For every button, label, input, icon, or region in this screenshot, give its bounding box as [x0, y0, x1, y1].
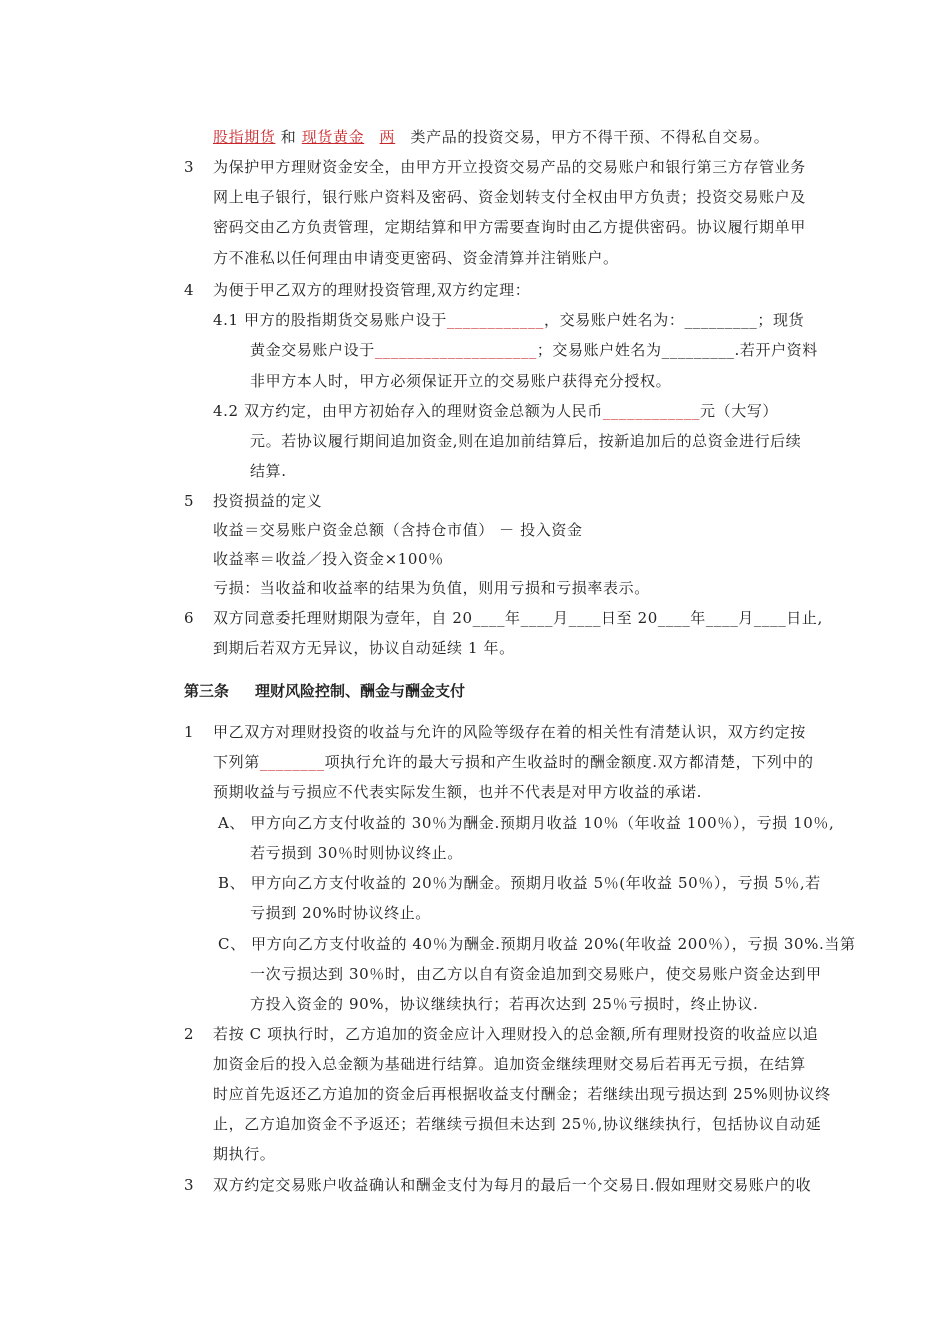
item-number: 6 — [184, 609, 194, 627]
text-line: 投资损益的定义 — [213, 492, 323, 510]
text-line: 止，乙方追加资金不予返还；若继续亏损但未达到 25％,协议继续执行，包括协议自动延 — [213, 1115, 822, 1133]
article-title: 理财风险控制、酬金与酬金支付 — [255, 682, 466, 700]
text-line: 收益率＝收益／投入资金×100％ — [213, 550, 444, 568]
text-fragment: 类产品的投资交易，甲方不得干预、不得私自交易。 — [410, 128, 770, 146]
text-line: 收益＝交易账户资金总额（含持仓市值） － 投入资金 — [213, 521, 583, 539]
text-line: 亏损：当收益和收益率的结果为负值，则用亏损和亏损率表示。 — [213, 579, 650, 597]
text-line: 甲乙双方对理财投资的收益与允许的风险等级存在着的相关性有清楚认识，双方约定按 — [213, 723, 806, 741]
text-line: B、 甲方向乙方支付收益的 20％为酬金。预期月收益 5％(年收益 50％），亏损 5％,若 — [218, 874, 821, 892]
item-number: 5 — [184, 492, 194, 510]
item-number: 1 — [184, 723, 194, 741]
text-line: 加资金后的投入总金额为基础进行结算。追加资金继续理财交易后若再无亏损，在结算 — [213, 1055, 806, 1073]
text-line: A、 甲方向乙方支付收益的 30％为酬金.预期月收益 10％（年收益 100％），亏损 10％, — [218, 814, 835, 832]
text-line — [213, 127, 769, 147]
item-number: 4 — [184, 281, 194, 299]
article-heading — [184, 681, 465, 701]
item-number: 2 — [184, 1025, 194, 1043]
text-fragment: 黄金交易账户设于 — [250, 341, 375, 359]
text-line: 双方同意委托理财期限为壹年，自 20____年____月____日至 20____年____月____日止, — [213, 609, 823, 627]
article-number: 第三条 — [184, 682, 230, 700]
text-line — [213, 310, 804, 330]
text-line — [213, 752, 814, 772]
text-fragment: 项执行允许的最大亏损和产生收益时的酬金额度.双方都清楚，下列中的 — [324, 753, 814, 771]
text-fragment: 4.1 甲方的股指期货交易账户设于 — [213, 311, 447, 329]
text-line: 期执行。 — [213, 1145, 276, 1163]
filled-field-count: 两 — [379, 128, 396, 146]
text-fragment: 元（大写） — [700, 402, 779, 420]
text-fragment: ；交易账户姓名为_________.若开户资料 — [536, 341, 818, 359]
filled-field-stock-index-futures: 股指期货 — [213, 128, 276, 146]
text-line: C、 甲方向乙方支付收益的 40％为酬金.预期月收益 20%(年收益 200％），亏损 30%.当第 — [218, 935, 856, 953]
blank-field: ____________________ — [374, 341, 537, 359]
text-fragment: 4.2 双方约定，由甲方初始存入的理财资金总额为人民币 — [213, 402, 603, 420]
blank-field: ____________ — [446, 311, 545, 329]
text-fragment: ，交易账户姓名为： — [544, 311, 685, 329]
text-line — [213, 401, 778, 421]
text-line: 若亏损到 30％时则协议终止。 — [250, 844, 463, 862]
text-line: 若按 C 项执行时，乙方追加的资金应计入理财投入的总金额,所有理财投资的收益应以追 — [213, 1025, 819, 1043]
text-line: 时应首先返还乙方追加的资金后再根据收益支付酬金；若继续出现亏损达到 25%则协议终 — [213, 1085, 831, 1103]
text-line: 预期收益与亏损应不代表实际发生额，也并不代表是对甲方收益的承诺. — [213, 783, 702, 801]
text-line: 方不准私以任何理由申请变更密码、资金清算并注销账户。 — [213, 249, 619, 267]
text-line: 密码交由乙方负责管理，定期结算和甲方需要查询时由乙方提供密码。协议履行期单甲 — [213, 218, 806, 236]
text-line: 一次亏损达到 30％时，由乙方以自有资金追加到交易账户，使交易账户资金达到甲 — [250, 965, 822, 983]
text-line: 双方约定交易账户收益确认和酬金支付为每月的最后一个交易日.假如理财交易账户的收 — [213, 1176, 812, 1194]
text-line: 亏损到 20%时协议终止。 — [250, 904, 431, 922]
text-line: 网上电子银行，银行账户资料及密码、资金划转支付全权由甲方负责；投资交易账户及 — [213, 188, 806, 206]
blank-field: _________ — [684, 311, 758, 329]
item-number: 3 — [184, 1176, 194, 1194]
text-line — [250, 340, 818, 360]
text-line: 元。若协议履行期间追加资金,则在追加前结算后，按新追加后的总资金进行后续 — [250, 432, 802, 450]
text-fragment: ；现货 — [757, 311, 805, 329]
text-fragment: 下列第 — [213, 753, 260, 771]
text-fragment: 和 — [280, 128, 297, 146]
text-line: 结算. — [250, 462, 287, 480]
filled-field-spot-gold: 现货黄金 — [301, 128, 365, 146]
blank-field: ____________ — [602, 402, 701, 420]
item-number: 3 — [184, 158, 194, 176]
text-line: 为保护甲方理财资金安全，由甲方开立投资交易产品的交易账户和银行第三方存管业务 — [213, 158, 806, 176]
text-line: 非甲方本人时，甲方必须保证开立的交易账户获得充分授权。 — [250, 372, 672, 390]
blank-field: ________ — [259, 753, 325, 771]
text-line: 到期后若双方无异议，协议自动延续 1 年。 — [213, 639, 515, 657]
text-line: 方投入资金的 90%，协议继续执行；若再次达到 25％亏损时，终止协议. — [250, 995, 759, 1013]
text-line: 为便于甲乙双方的理财投资管理,双方约定理： — [213, 281, 531, 299]
